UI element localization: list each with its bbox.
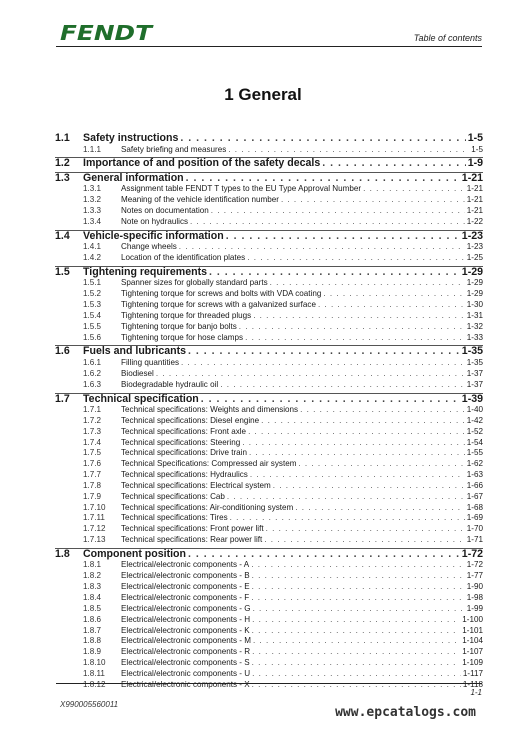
toc-subsection-row[interactable] (55, 145, 483, 156)
toc-subsection-page: 1-35 (466, 357, 483, 367)
toc-subsection-page: 1-109 (462, 658, 483, 668)
toc-subsection-page: 1-42 (466, 415, 483, 425)
toc-section-row[interactable] (55, 266, 483, 279)
toc-subsection-row[interactable] (55, 669, 483, 680)
toc-subsection-title: Technical specifications: Rear power lift (121, 535, 263, 545)
toc-subsection-page: 1-104 (462, 636, 483, 646)
toc-dot-leader (248, 427, 465, 438)
toc-section-number: 1.4 (55, 229, 70, 242)
toc-dot-leader (188, 346, 460, 358)
toc-section-row[interactable] (55, 172, 483, 185)
toc-subsection-number: 1.5.6 (83, 332, 102, 342)
toc-subsection-row[interactable] (55, 615, 483, 626)
toc-subsection-row[interactable] (55, 369, 483, 380)
toc-subsection-title: Tightening torque for screws with a galvanized surface (121, 300, 316, 310)
toc-subsection-number: 1.8.5 (83, 603, 102, 613)
toc-section-title: Tightening requirements (83, 265, 208, 278)
toc-subsection-row[interactable] (55, 278, 483, 289)
toc-subsection-title: Note on hydraulics (121, 216, 189, 226)
toc-dot-leader (226, 231, 460, 243)
toc-subsection-title: Electrical/electronic components - F (121, 593, 250, 602)
toc-subsection-page: 1-55 (466, 448, 483, 458)
toc-subsection-number: 1.8.4 (83, 593, 102, 602)
toc-subsection-page: 1-90 (466, 582, 483, 592)
toc-section-row[interactable] (55, 345, 483, 358)
toc-subsection-title: Electrical/electronic components - U (121, 668, 251, 678)
toc-dot-leader (245, 333, 465, 344)
toc-dot-leader (252, 571, 465, 582)
toc-section-page: 1-9 (467, 157, 483, 170)
toc-subsection-page: 1-33 (466, 332, 483, 342)
toc-dot-leader (252, 658, 461, 669)
toc-dot-leader (253, 604, 465, 615)
toc-dot-leader (252, 626, 461, 637)
toc-subsection-number: 1.7.9 (83, 491, 102, 501)
toc-section-title: General information (83, 171, 184, 184)
toc-subsection-title: Tightening torque for banjo bolts (121, 321, 237, 331)
toc-subsection-row[interactable] (55, 405, 483, 416)
toc-subsection-page: 1-63 (466, 470, 483, 480)
toc-section-row[interactable] (55, 548, 483, 561)
toc-subsection-number: 1.5.1 (83, 278, 102, 288)
toc-dot-leader (156, 369, 465, 380)
toc-section-row[interactable] (55, 393, 483, 406)
toc-subsection-number: 1.8.1 (83, 560, 102, 570)
table-of-contents (55, 133, 483, 691)
toc-subsection-page: 1-22 (466, 216, 483, 226)
toc-subsection-row[interactable] (55, 658, 483, 669)
toc-section-number: 1.1 (55, 132, 70, 144)
toc-subsection-row[interactable] (55, 680, 483, 691)
toc-subsection-title: Technical specifications: Weights and dimensions (121, 405, 299, 414)
toc-subsection-title: Tightening torque for hose clamps (121, 332, 244, 342)
toc-subsection-title: Electrical/electronic components - X (121, 679, 250, 689)
toc-subsection-row[interactable] (55, 647, 483, 658)
watermark-text: www.epcatalogs.com (335, 705, 476, 720)
toc-subsection-page: 1-107 (462, 647, 483, 657)
toc-subsection-row[interactable] (55, 535, 483, 546)
toc-dot-leader (363, 184, 465, 195)
toc-subsection-number: 1.8.11 (83, 668, 105, 678)
toc-dot-leader (298, 459, 464, 470)
toc-subsection-row[interactable] (55, 560, 483, 571)
toc-subsection-title: Technical specifications: Front axle (121, 426, 247, 436)
toc-subsection-row[interactable] (55, 636, 483, 647)
toc-subsection-title: Electrical/electronic components - S (121, 658, 250, 668)
toc-dot-leader (252, 647, 460, 658)
toc-subsection-title: Location of the identification plates (121, 253, 246, 263)
toc-subsection-title: Technical specifications: Steering (121, 437, 241, 447)
fendt-logo (60, 23, 154, 43)
toc-subsection-number: 1.8.6 (83, 614, 102, 624)
toc-subsection-number: 1.5.3 (83, 300, 102, 310)
toc-subsection-number: 1.8.2 (83, 571, 102, 581)
toc-subsection-number: 1.7.5 (83, 448, 102, 458)
toc-section-number: 1.2 (55, 157, 70, 170)
toc-subsection-title: Tightening torque for screws and bolts with VDA coating (121, 289, 322, 299)
toc-subsection-page: 1-23 (466, 242, 483, 252)
toc-dot-leader (180, 133, 465, 145)
toc-subsection-title: Safety briefing and measures (121, 144, 227, 154)
toc-subsection-page: 1-29 (466, 289, 483, 299)
toc-subsection-number: 1.3.1 (83, 184, 102, 194)
toc-section-page: 1-21 (461, 171, 483, 184)
toc-section-page: 1-35 (461, 345, 483, 358)
toc-subsection-page: 1-30 (466, 300, 483, 310)
toc-dot-leader (261, 416, 465, 427)
toc-subsection-number: 1.7.12 (83, 524, 106, 534)
toc-dot-leader (251, 593, 465, 604)
toc-dot-leader (270, 278, 465, 289)
toc-subsection-title: Electrical/electronic components - B (121, 571, 250, 581)
toc-subsection-number: 1.3.3 (83, 206, 102, 216)
toc-section-number: 1.5 (55, 265, 70, 278)
toc-subsection-title: Change wheels (121, 242, 177, 252)
toc-subsection-row[interactable] (55, 481, 483, 492)
toc-subsection-number: 1.8.8 (83, 636, 102, 646)
toc-subsection-row[interactable] (55, 206, 483, 217)
toc-dot-leader (252, 680, 461, 691)
toc-dot-leader (295, 503, 465, 514)
toc-subsection-row[interactable] (55, 358, 483, 369)
toc-subsection-page: 1-32 (466, 321, 483, 331)
toc-subsection-title: Spanner sizes for globally standard parts (121, 278, 268, 288)
toc-subsection-number: 1.7.4 (83, 437, 102, 447)
toc-subsection-title: Electrical/electronic components - E (121, 582, 250, 592)
toc-subsection-title: Technical Specifications: Compressed air system (121, 459, 297, 469)
toc-dot-leader (228, 145, 469, 156)
footer-document-number: X990005560011 (60, 700, 119, 709)
toc-subsection-title: Electrical/electronic components - A (121, 560, 250, 570)
toc-subsection-row[interactable] (55, 322, 483, 333)
toc-section-number: 1.3 (55, 171, 70, 184)
toc-subsection-row[interactable] (55, 459, 483, 470)
toc-dot-leader (239, 322, 465, 333)
toc-subsection-row[interactable] (55, 593, 483, 604)
toc-subsection-number: 1.4.1 (83, 242, 102, 252)
toc-dot-leader (220, 380, 465, 391)
toc-dot-leader (253, 636, 460, 647)
toc-subsection-number: 1.8.12 (83, 679, 106, 689)
toc-section-title: Safety instructions (83, 132, 179, 144)
toc-subsection-page: 1-54 (466, 437, 483, 447)
toc-subsection-number: 1.1.1 (83, 144, 102, 154)
toc-subsection-page: 1-21 (466, 184, 483, 194)
toc-subsection-title: Technical specifications: Cab (121, 491, 225, 501)
toc-subsection-page: 1-40 (466, 405, 483, 414)
toc-subsection-number: 1.7.2 (83, 415, 102, 425)
toc-subsection-row[interactable] (55, 604, 483, 615)
toc-subsection-number: 1.7.1 (83, 405, 102, 414)
toc-subsection-number: 1.7.7 (83, 470, 102, 480)
toc-dot-leader (266, 524, 465, 535)
toc-subsection-row[interactable] (55, 571, 483, 582)
toc-dot-leader (264, 535, 465, 546)
toc-dot-leader (252, 582, 465, 593)
svg-text:FENDT: FENDT (60, 23, 154, 43)
toc-section-page: 1-29 (461, 265, 483, 278)
toc-subsection-row[interactable] (55, 427, 483, 438)
toc-subsection-page: 1-21 (466, 206, 483, 216)
toc-subsection-page: 1-67 (466, 491, 483, 501)
toc-dot-leader (249, 448, 465, 459)
toc-dot-leader (251, 560, 465, 571)
toc-subsection-row[interactable] (55, 470, 483, 481)
toc-subsection-row[interactable] (55, 513, 483, 524)
toc-subsection-number: 1.8.3 (83, 582, 102, 592)
toc-subsection-title: Biodiesel (121, 368, 154, 378)
toc-subsection-page: 1-98 (466, 593, 483, 602)
toc-subsection-row[interactable] (55, 333, 483, 344)
toc-subsection-page: 1-117 (462, 668, 483, 678)
toc-subsection-row[interactable] (55, 300, 483, 311)
footer-page-number: 1-1 (470, 688, 482, 697)
toc-subsection-title: Technical specifications: Drive train (121, 448, 247, 458)
toc-subsection-number: 1.7.10 (83, 502, 106, 512)
toc-subsection-title: Technical specifications: Electrical system (121, 480, 271, 490)
toc-dot-leader (250, 470, 465, 481)
toc-subsection-title: Assignment table FENDT T types to the EU Type Approval Number (121, 184, 362, 194)
toc-subsection-row[interactable] (55, 582, 483, 593)
toc-dot-leader (252, 615, 460, 626)
toc-section-title: Vehicle-specific information (83, 229, 224, 242)
toc-subsection-page: 1-68 (466, 502, 483, 512)
toc-dot-leader (179, 242, 465, 253)
toc-subsection-row[interactable] (55, 289, 483, 300)
toc-subsection-number: 1.7.3 (83, 426, 102, 436)
toc-section-title: Component position (83, 547, 186, 560)
toc-section-row[interactable] (55, 133, 483, 145)
toc-section-row[interactable] (55, 157, 483, 170)
toc-subsection-row[interactable] (55, 242, 483, 253)
toc-subsection-page: 1-100 (462, 614, 483, 624)
toc-dot-leader (190, 217, 465, 228)
toc-subsection-page: 1-77 (466, 571, 483, 581)
toc-subsection-number: 1.8.9 (83, 647, 102, 657)
toc-subsection-row[interactable] (55, 380, 483, 391)
toc-subsection-page: 1-37 (466, 368, 483, 378)
toc-dot-leader (322, 158, 465, 170)
toc-dot-leader (188, 549, 460, 561)
toc-section-title: Fuels and lubricants (83, 345, 187, 358)
toc-dot-leader (323, 289, 464, 300)
toc-subsection-number: 1.5.5 (83, 321, 102, 331)
toc-subsection-row[interactable] (55, 311, 483, 322)
page-header (0, 0, 526, 54)
toc-section-page: 1-72 (461, 547, 483, 560)
footer-divider (56, 683, 482, 684)
toc-dot-leader (281, 195, 465, 206)
toc-subsection-row[interactable] (55, 438, 483, 449)
toc-subsection-row[interactable] (55, 503, 483, 514)
toc-dot-leader (227, 492, 465, 503)
toc-subsection-page: 1-71 (466, 535, 483, 545)
toc-section-title: Importance of and position of the safety decals (83, 157, 321, 170)
toc-subsection-title: Tightening torque for threaded plugs (121, 310, 252, 320)
chapter-title: 1 General (224, 85, 302, 104)
toc-section-page: 1-23 (461, 229, 483, 242)
toc-subsection-row[interactable] (55, 492, 483, 503)
toc-subsection-title: Electrical/electronic components - R (121, 647, 251, 657)
toc-subsection-page: 1-31 (466, 310, 483, 320)
toc-section-title: Technical specification (83, 392, 199, 405)
header-section-title: Table of contents (413, 33, 482, 43)
toc-subsection-number: 1.3.2 (83, 195, 102, 205)
toc-subsection-page: 1-52 (466, 426, 483, 436)
toc-subsection-page: 1-37 (466, 379, 483, 389)
toc-subsection-row[interactable] (55, 253, 483, 264)
toc-dot-leader (273, 481, 465, 492)
toc-subsection-page: 1-69 (466, 513, 483, 523)
toc-subsection-row[interactable] (55, 416, 483, 427)
toc-subsection-page: 1-118 (462, 679, 483, 689)
toc-section-number: 1.8 (55, 547, 70, 560)
toc-dot-leader (211, 206, 465, 217)
toc-subsection-row[interactable] (55, 217, 483, 228)
toc-subsection-row[interactable] (55, 448, 483, 459)
toc-dot-leader (253, 311, 465, 322)
toc-section-row[interactable] (55, 230, 483, 243)
toc-subsection-number: 1.7.11 (83, 513, 105, 523)
toc-subsection-row[interactable] (55, 184, 483, 195)
toc-subsection-number: 1.6.1 (83, 357, 102, 367)
toc-dot-leader (181, 358, 465, 369)
toc-subsection-title: Electrical/electronic components - K (121, 625, 250, 635)
toc-section-number: 1.7 (55, 392, 70, 405)
toc-subsection-title: Technical specifications: Hydraulics (121, 470, 248, 480)
toc-subsection-page: 1-72 (466, 560, 483, 570)
toc-dot-leader (201, 394, 460, 406)
toc-subsection-title: Technical specifications: Air-conditioning system (121, 502, 294, 512)
toc-dot-leader (209, 267, 460, 279)
toc-dot-leader (318, 300, 465, 311)
toc-subsection-page: 1-99 (466, 603, 483, 613)
toc-subsection-page: 1-101 (462, 625, 483, 635)
toc-subsection-row[interactable] (55, 195, 483, 206)
toc-dot-leader (242, 438, 465, 449)
toc-section-number: 1.6 (55, 345, 70, 358)
toc-subsection-number: 1.5.4 (83, 310, 102, 320)
toc-subsection-page: 1-21 (466, 195, 483, 205)
toc-subsection-number: 1.6.3 (83, 379, 102, 389)
toc-subsection-number: 1.8.10 (83, 658, 106, 668)
toc-dot-leader (252, 669, 461, 680)
toc-subsection-title: Meaning of the vehicle identification number (121, 195, 279, 205)
header-divider (56, 46, 482, 47)
toc-subsection-title: Electrical/electronic components - G (121, 603, 251, 613)
toc-subsection-number: 1.7.13 (83, 535, 106, 545)
toc-subsection-number: 1.8.7 (83, 625, 102, 635)
toc-subsection-title: Technical specifications: Diesel engine (121, 415, 260, 425)
toc-subsection-page: 1-70 (466, 524, 483, 534)
toc-subsection-title: Biodegradable hydraulic oil (121, 379, 219, 389)
toc-subsection-title: Electrical/electronic components - M (121, 636, 251, 646)
toc-dot-leader (300, 405, 465, 416)
toc-dot-leader (247, 253, 465, 264)
toc-subsection-page: 1-29 (466, 278, 483, 288)
toc-subsection-number: 1.6.2 (83, 368, 102, 378)
toc-subsection-title: Technical specifications: Front power lift (121, 524, 264, 534)
toc-subsection-number: 1.4.2 (83, 253, 102, 263)
toc-subsection-number: 1.3.4 (83, 216, 102, 226)
toc-subsection-page: 1-66 (466, 480, 483, 490)
toc-section-page: 1-39 (461, 392, 483, 405)
toc-subsection-title: Notes on documentation (121, 206, 209, 216)
toc-subsection-page: 1-5 (471, 144, 483, 154)
toc-subsection-number: 1.7.8 (83, 480, 102, 490)
toc-subsection-title: Electrical/electronic components - H (121, 614, 251, 624)
toc-subsection-row[interactable] (55, 524, 483, 535)
toc-dot-leader (230, 513, 465, 524)
toc-subsection-number: 1.5.2 (83, 289, 102, 299)
toc-subsection-page: 1-62 (466, 459, 483, 469)
toc-dot-leader (186, 173, 460, 185)
toc-subsection-number: 1.7.6 (83, 459, 102, 469)
toc-section-page: 1-5 (467, 132, 483, 144)
toc-subsection-title: Filling quantities (121, 357, 180, 367)
toc-subsection-title: Technical specifications: Tires (121, 513, 228, 523)
toc-subsection-row[interactable] (55, 626, 483, 637)
toc-subsection-page: 1-25 (466, 253, 483, 263)
